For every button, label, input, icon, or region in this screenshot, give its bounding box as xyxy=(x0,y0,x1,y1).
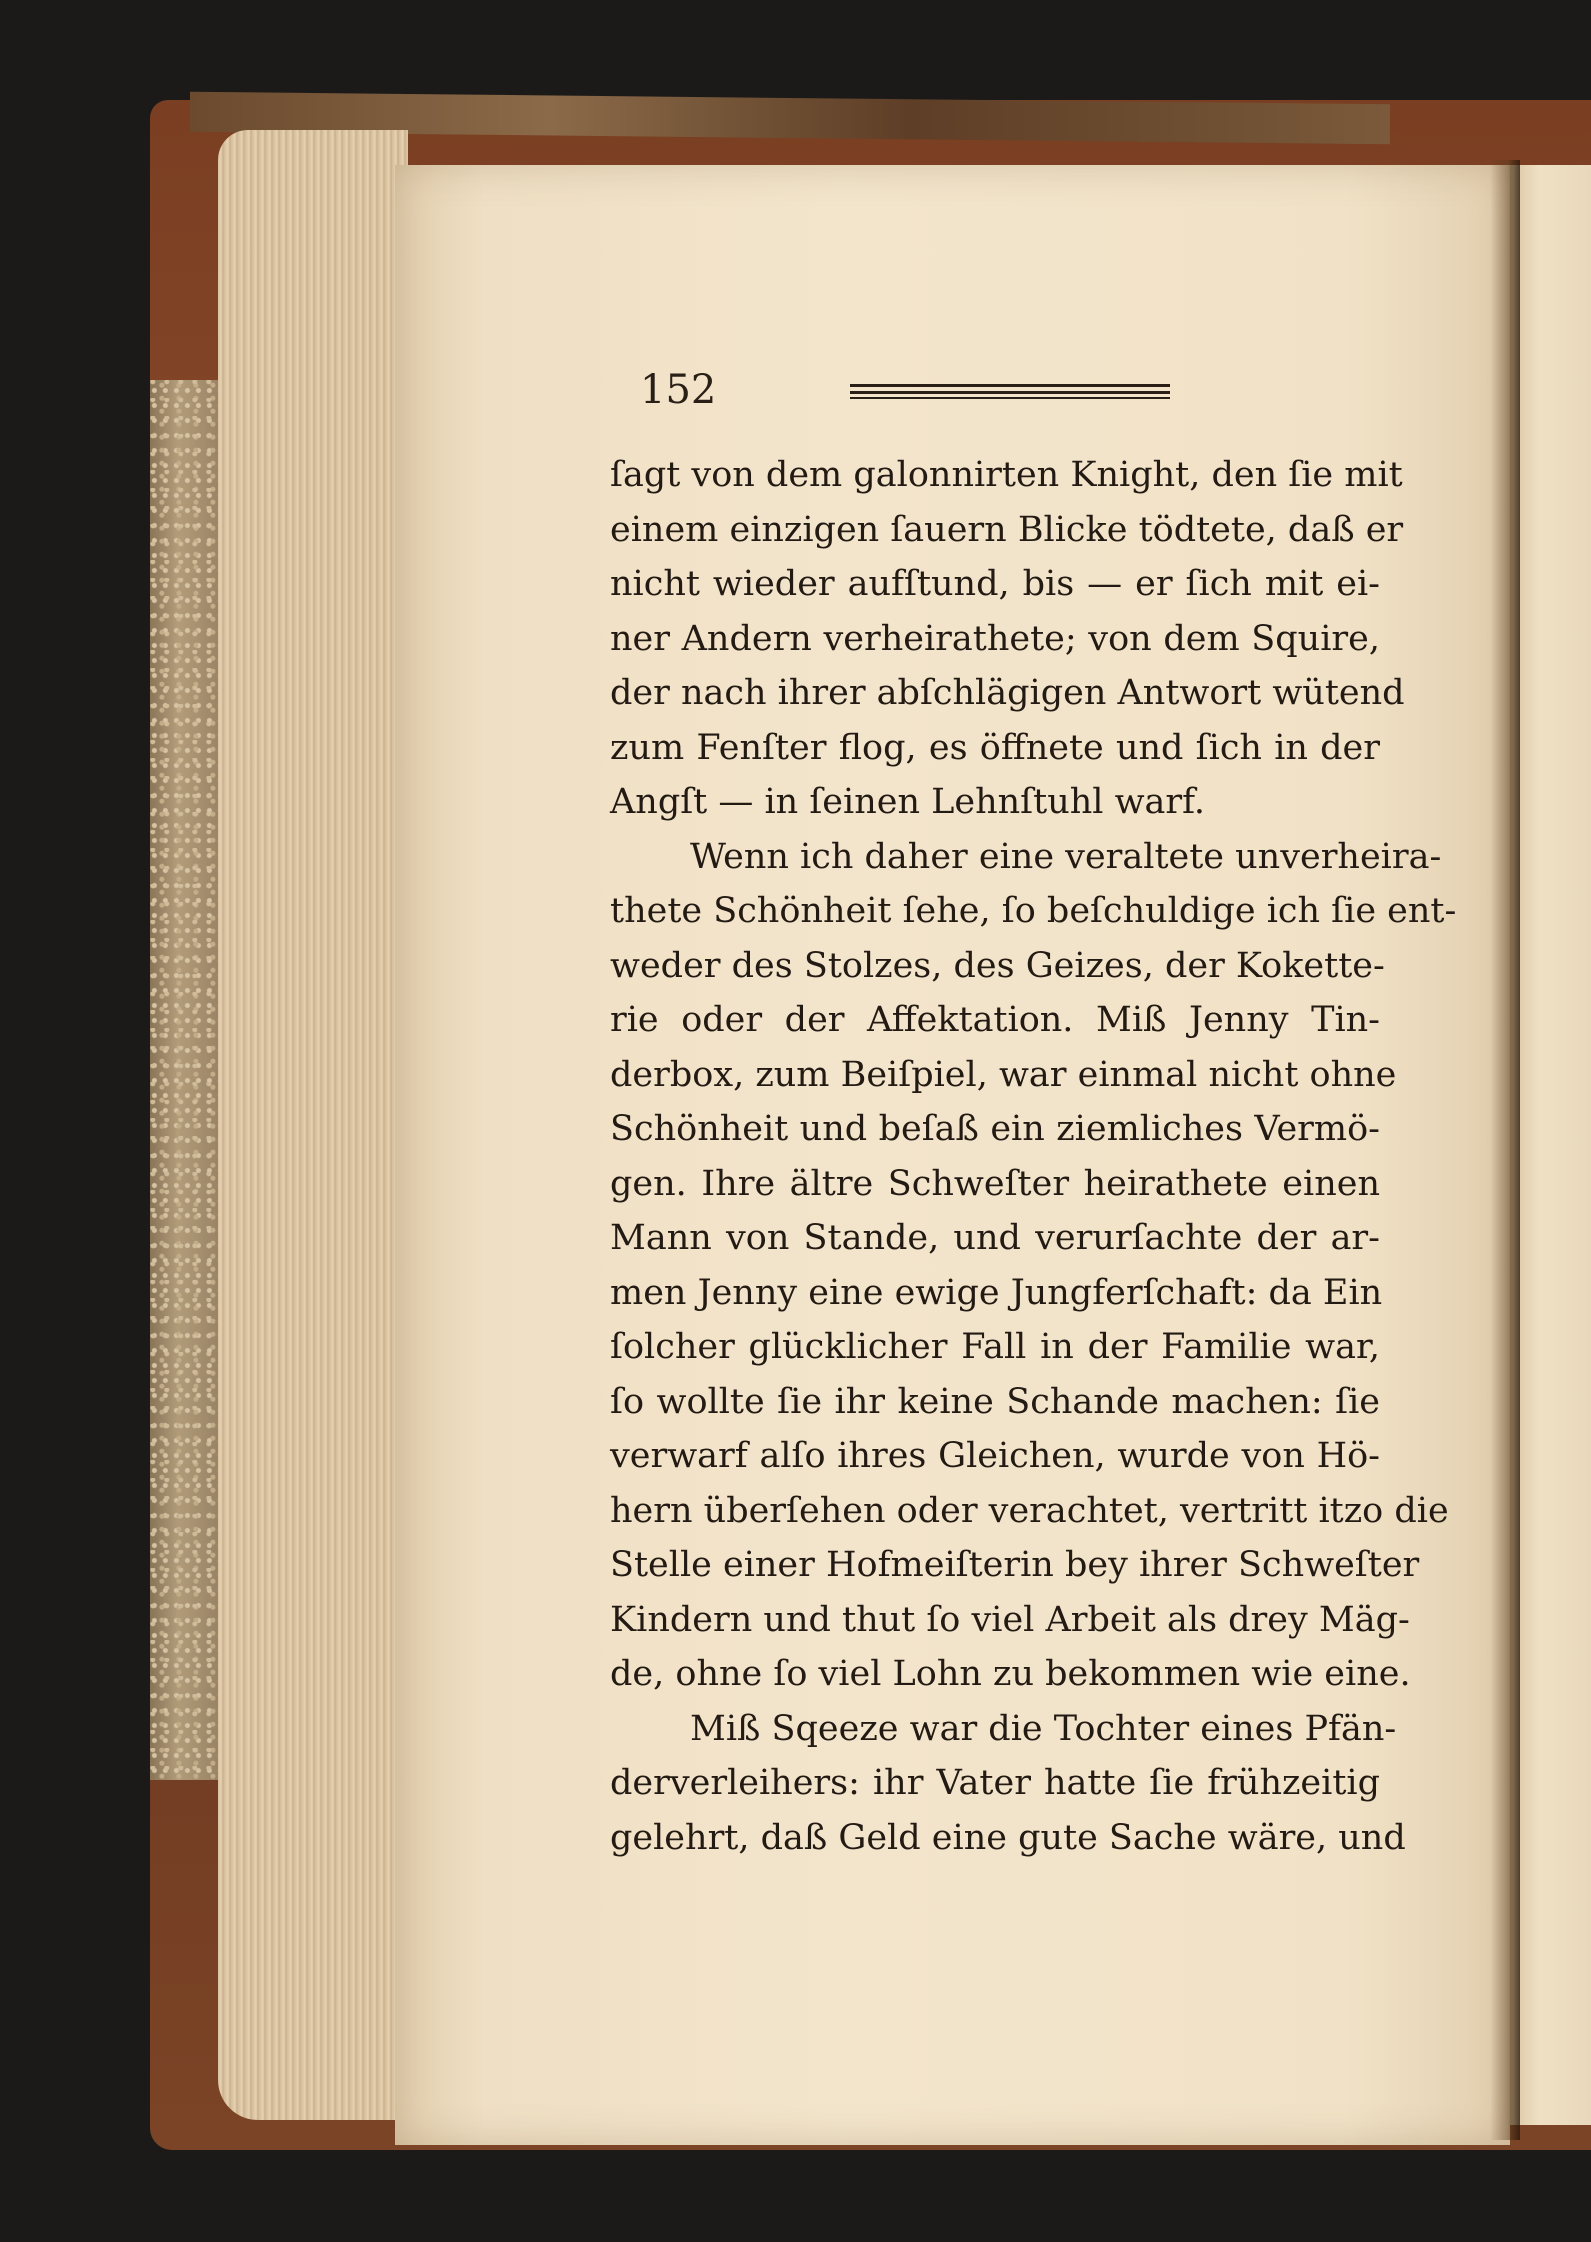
text-line: ſolcher glücklicher Fall in der Familie war, xyxy=(610,1327,1380,1367)
text-line: derverleihers: ihr Vater hatte ſie frühzeitig xyxy=(610,1763,1380,1803)
text-line: gen. Ihre ältre Schweſter heirathete einen xyxy=(610,1163,1380,1204)
text-line: ſagt von dem galonnirten Knight, den ſie mit xyxy=(610,455,1403,495)
text-line: gelehrt, daß Geld eine gute Sache wäre, und xyxy=(610,1817,1406,1858)
text-line: thete Schönheit ſehe, ſo beſchuldige ich ſie ent- xyxy=(610,891,1457,931)
page-gutter xyxy=(1490,160,1520,2140)
text-line: ner Andern verheirathete; von dem Squire, xyxy=(610,618,1380,659)
text-line: Wenn ich daher eine veraltete unverheira- xyxy=(690,836,1442,877)
text-line: Mann von Stande, und verurſachte der ar- xyxy=(610,1218,1380,1258)
text-line: Stelle einer Hofmeiſterin bey ihrer Schweſter xyxy=(610,1545,1420,1585)
text-line: rie oder der Affektation. Miß Jenny Tin- xyxy=(610,1000,1380,1040)
header-ornament-rule xyxy=(850,380,1170,400)
text-line: hern überſehen oder verachtet, vertritt itzo die xyxy=(610,1490,1449,1531)
text-line: derbox, zum Beiſpiel, war einmal nicht ohne xyxy=(610,1054,1397,1095)
page-header xyxy=(640,367,1170,413)
text-line: nicht wieder aufſtund, bis — er ſich mit ei- xyxy=(610,564,1380,604)
body-text xyxy=(610,448,1457,1865)
text-line: Schönheit und beſaß ein ziemliches Vermö- xyxy=(610,1109,1380,1149)
text-line: einem einzigen ſauern Blicke tödtete, daß er xyxy=(610,509,1404,550)
text-line: Miß Sqeeze war die Tochter eines Pfän- xyxy=(690,1708,1397,1749)
page-edge-stack xyxy=(218,130,408,2120)
text-line: der nach ihrer abſchlägigen Antwort wütend xyxy=(610,673,1405,713)
text-line: Angſt — in ſeinen Lehnſtuhl warf. xyxy=(610,782,1205,822)
text-line: ſo wollte ſie ihr keine Schande machen: ſie xyxy=(610,1381,1380,1422)
text-line: de, ohne ſo viel Lohn zu bekommen wie eine. xyxy=(610,1654,1411,1694)
marbled-cover-edge xyxy=(150,380,220,1780)
text-line: men Jenny eine ewige Jungferſchaft: da Ein xyxy=(610,1272,1383,1313)
text-line: Kindern und thut ſo viel Arbeit als drey Mäg- xyxy=(610,1599,1410,1640)
text-line: zum Fenſter flog, es öffnete und ſich in der xyxy=(610,727,1380,768)
text-line: verwarf alſo ihres Gleichen, wurde von Hö- xyxy=(610,1436,1380,1476)
text-line: weder des Stolzes, des Geizes, der Kokette- xyxy=(610,945,1385,986)
page-number: 152 xyxy=(640,367,717,413)
